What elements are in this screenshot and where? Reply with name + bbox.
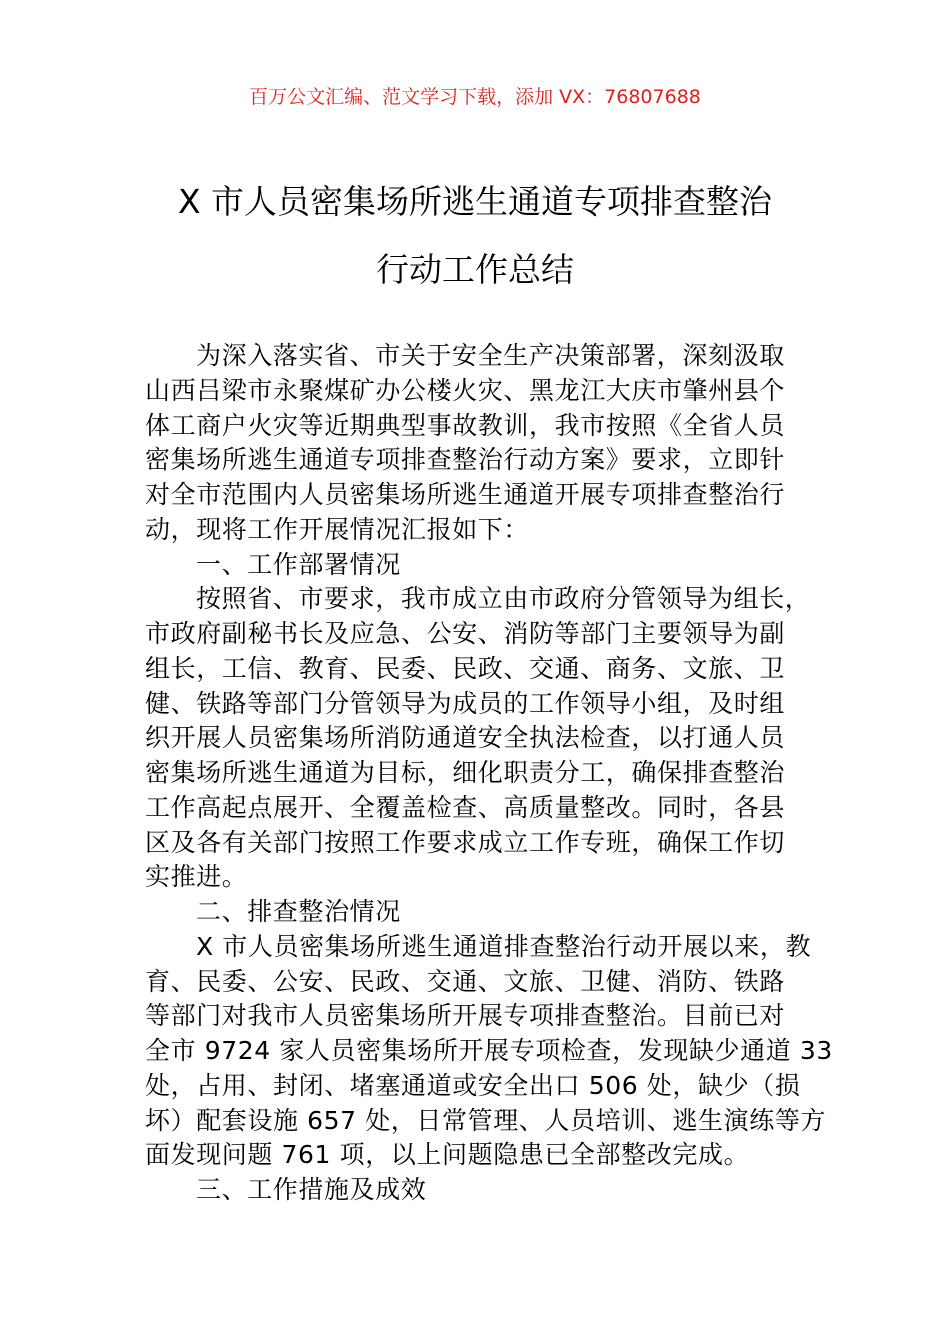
paragraph-line: 密集场所逃生通道为目标，细化职责分工，确保排查整治 xyxy=(145,758,786,787)
paragraph-line: 密集场所逃生通道专项排查整治行动方案》要求，立即针 xyxy=(145,445,786,475)
paragraph-line: 实推进。 xyxy=(145,862,248,892)
paragraph-line: X 市人员密集场所逃生通道排查整治行动开展以来，教 xyxy=(196,931,812,961)
paragraph-line: 等部门对我市人员密集场所开展专项排查整治。目前已对 xyxy=(145,1001,786,1031)
paragraph-line: 动，现将工作开展情况汇报如下： xyxy=(145,514,530,544)
paragraph-line: 处，占用、封闭、堵塞通道或安全出口 506 处，缺少（损 xyxy=(145,1070,801,1100)
section-heading-3: 三、工作措施及成效 xyxy=(196,1175,427,1204)
paragraph-line: 组长，工信、教育、民委、民政、交通、商务、文旅、卫 xyxy=(145,653,786,683)
paragraph-line: 山西吕梁市永聚煤矿办公楼火灾、黑龙江大庆市肇州县个 xyxy=(145,375,786,405)
document-title-line-1: X 市人员密集场所逃生通道专项排查整治 xyxy=(177,182,773,221)
paragraph-line: 对全市范围内人员密集场所逃生通道开展专项排查整治行 xyxy=(145,480,786,509)
paragraph-line: 市政府副秘书长及应急、公安、消防等部门主要领导为副 xyxy=(145,619,786,648)
paragraph-line: 坏）配套设施 657 处，日常管理、人员培训、逃生演练等方 xyxy=(145,1105,827,1135)
paragraph-line: 为深入落实省、市关于安全生产决策部署，深刻汲取 xyxy=(196,341,785,370)
paragraph-line: 工作高起点展开、全覆盖检查、高质量整改。同时，各县 xyxy=(145,792,786,822)
paragraph-line: 面发现问题 761 项，以上问题隐患已全部整改完成。 xyxy=(145,1140,750,1170)
paragraph-line: 育、民委、公安、民政、交通、文旅、卫健、消防、铁路 xyxy=(145,966,786,996)
paragraph-line: 全市 9724 家人员密集场所开展专项检查，发现缺少通道 33 xyxy=(145,1036,833,1065)
paragraph-line: 健、铁路等部门分管领导为成员的工作领导小组，及时组 xyxy=(145,688,786,718)
section-heading-2: 二、排查整治情况 xyxy=(196,897,401,926)
document-title-line-2: 行动工作总结 xyxy=(376,250,574,289)
paragraph-line: 体工商户火灾等近期典型事故教训，我市按照《全省人员 xyxy=(145,410,786,440)
promo-header: 百万公文汇编、范文学习下载，添加 VX：76807688 xyxy=(249,86,701,108)
paragraph-line: 区及各有关部门按照工作要求成立工作专班，确保工作切 xyxy=(145,827,786,857)
paragraph-line: 按照省、市要求，我市成立由市政府分管领导为组长， xyxy=(196,584,811,614)
paragraph-line: 织开展人员密集场所消防通道安全执法检查，以打通人员 xyxy=(145,723,786,753)
section-heading-1: 一、工作部署情况 xyxy=(196,549,401,579)
document-body xyxy=(145,339,833,1208)
